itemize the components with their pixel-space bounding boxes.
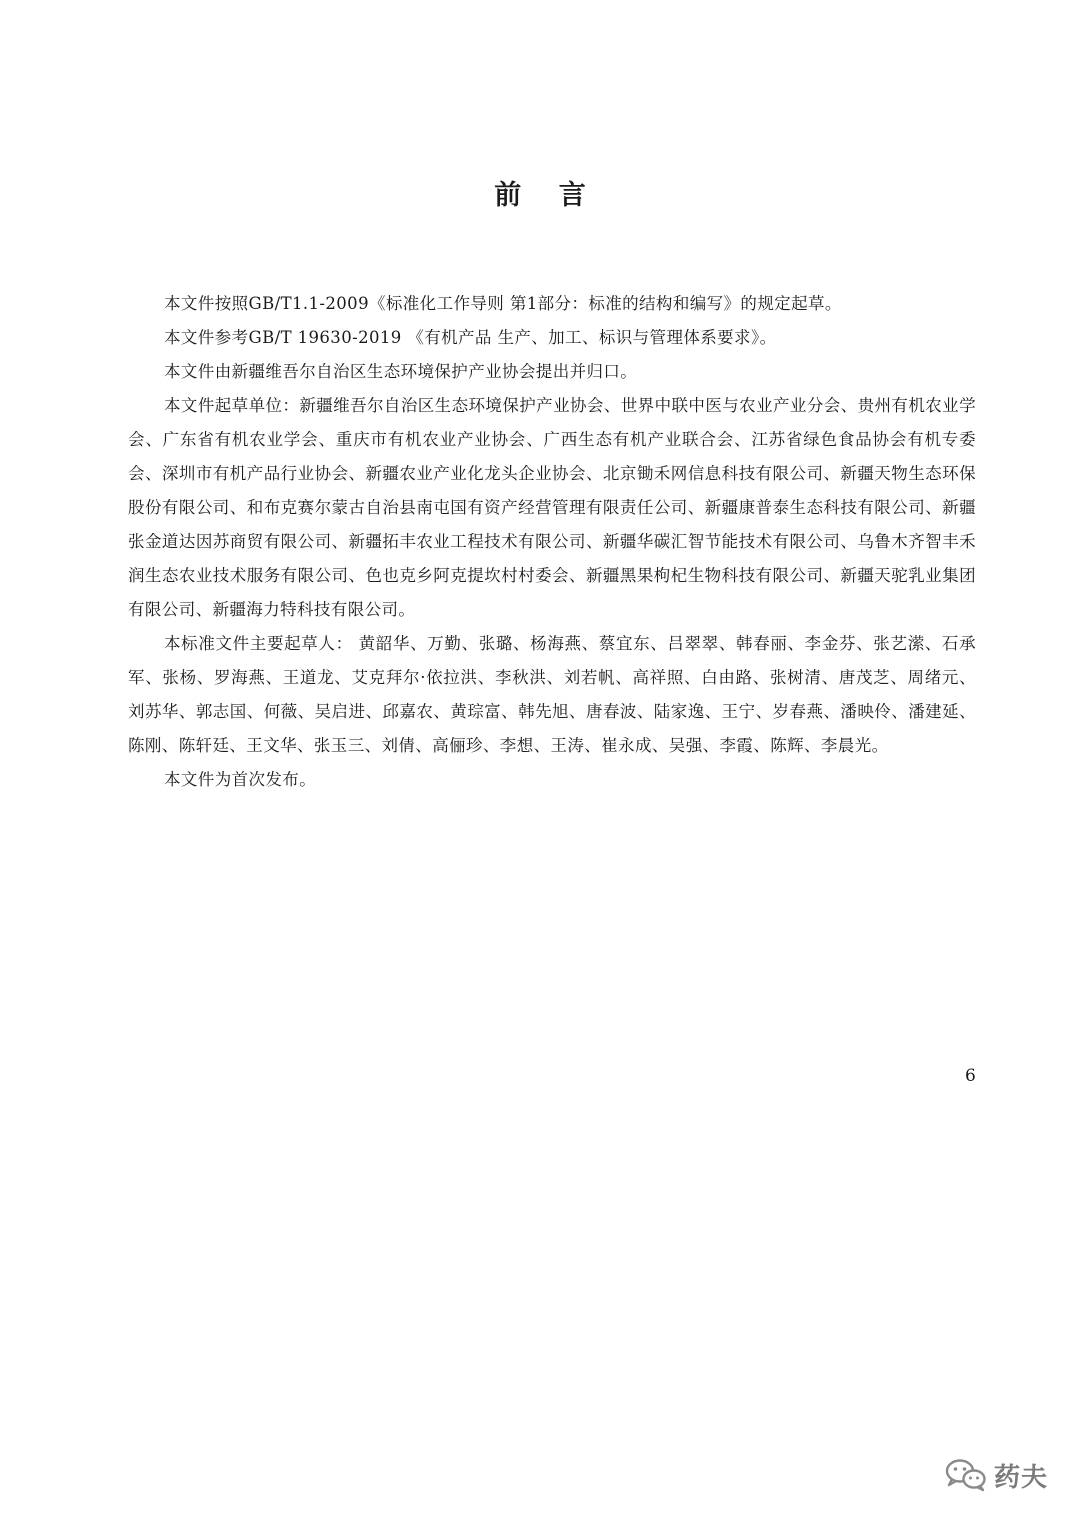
- watermark: [944, 1457, 1048, 1493]
- paragraph-proposer: 本文件由新疆维吾尔自治区生态环境保护产业协会提出并归口。: [164, 362, 638, 381]
- paragraph-drafting-units: 本文件起草单位：新疆维吾尔自治区生态环境保护产业协会、世界中联中医与农业产业分会、贵州有机农业学会、广东省有机农业学会、重庆市有机农业产业协会、广西生态有机产业联合会、江苏省绿色食品协会有机专委会、深圳市有机产品行业协会、新疆农业产业化龙头企业协会、北京锄禾网信息科技有限公司、新疆天物生态环保股份有限公司、和布克赛尔蒙古自治县南屯国有资产经营管理有限责任公司、新疆康普泰生态科技有限公司、新疆张金道达因苏商贸有限公司、新疆拓丰农业工程技术有限公司、新疆华碳汇智节能技术有限公司、乌鲁木齐智丰禾润生态农业技术服务有限公司、色也克乡阿克提坎村村委会、新疆黑果枸杞生物科技有限公司、新疆天驼乳业集团有限公司、新疆海力特科技有限公司。: [128, 396, 976, 619]
- page-number: 6: [965, 1066, 976, 1086]
- document-body: [128, 287, 976, 797]
- paragraph-first-release: 本文件为首次发布。: [164, 770, 317, 789]
- paragraph-reference-standard: 本文件参考GB/T 19630-2019 《有机产品 生产、加工、标识与管理体系要求》。: [164, 328, 777, 347]
- wechat-icon: [944, 1457, 988, 1493]
- paragraph-drafters: 本标准文件主要起草人： 黄韶华、万勤、张璐、杨海燕、蔡宜东、吕翠翠、韩春丽、李金芬、张艺潆、石承军、张杨、罗海燕、王道龙、艾克拜尔·依拉洪、李秋洪、刘若帆、高祥照、白由路、张树清、唐茂芝、周绪元、刘苏华、郭志国、何薇、吴启进、邱嘉农、黄琮富、韩先旭、唐春波、陆家逸、王宁、岁春燕、潘映伶、潘建延、陈刚、陈轩廷、王文华、张玉三、刘倩、高俪珍、李想、王涛、崔永成、吴强、李霞、陈辉、李晨光。: [128, 634, 976, 755]
- paragraph-drafting-rule: 本文件按照GB/T1.1-2009《标准化工作导则 第1部分：标准的结构和编写》的规定起草。: [164, 294, 842, 313]
- page-title: 前 言: [494, 180, 600, 211]
- watermark-text: 药夫: [994, 1462, 1049, 1493]
